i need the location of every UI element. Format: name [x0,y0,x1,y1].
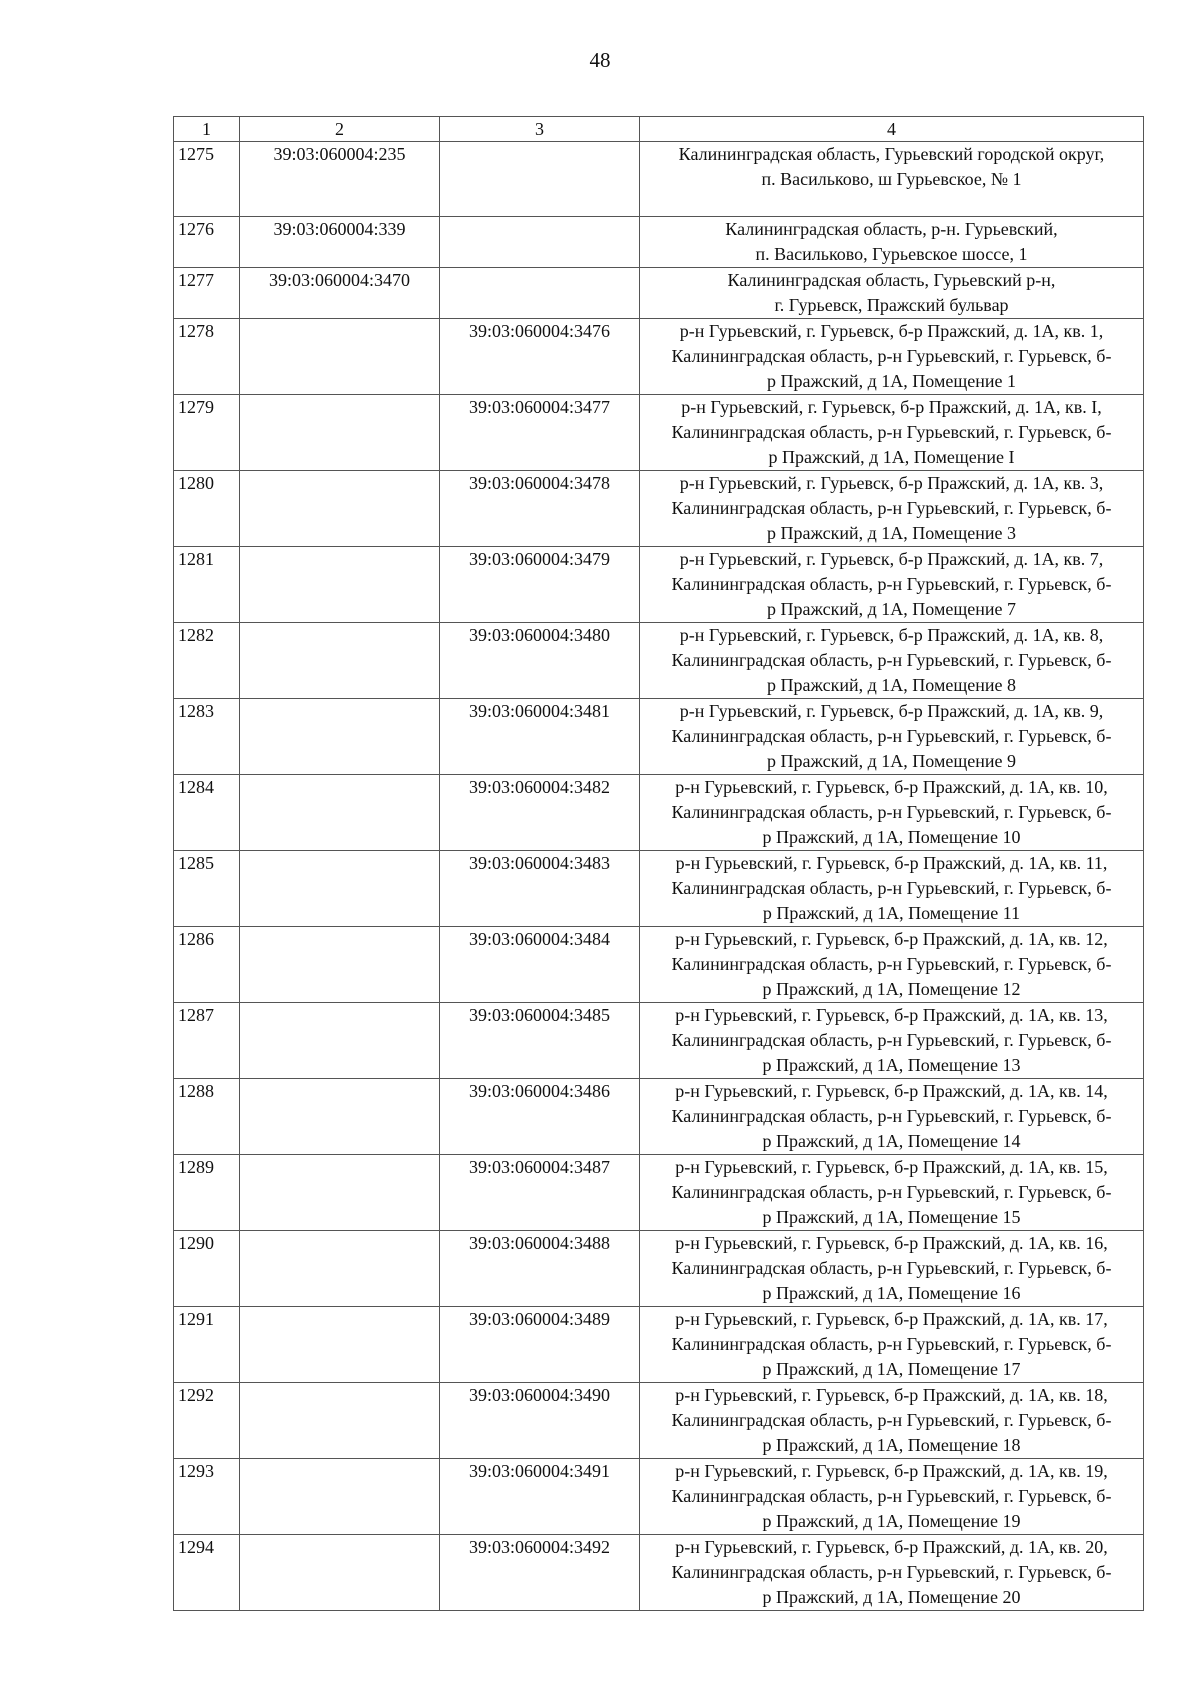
cadastral-number-object: 39:03:060004:3481 [440,699,640,775]
address-line: р-н Гурьевский, г. Гурьевск, б-р Пражский, д. 1А, кв. 10, [675,777,1108,797]
address-line: р Пражский, д 1А, Помещение 17 [762,1359,1021,1379]
address-cell [640,142,1144,217]
address-line: Калининградская область, р-н Гурьевский, г. Гурьевск, б- [671,1410,1112,1430]
address-cell [640,547,1144,623]
address-line: р-н Гурьевский, г. Гурьевск, б-р Пражский, д. 1А, кв. 13, [675,1005,1108,1025]
address-line: р-н Гурьевский, г. Гурьевск, б-р Пражский, д. 1А, кв. 14, [675,1081,1108,1101]
address-line: р-н Гурьевский, г. Гурьевск, б-р Пражский, д. 1А, кв. 11, [675,853,1108,873]
cadastral-number-object: 39:03:060004:3484 [440,927,640,1003]
address-cell [640,623,1144,699]
cadastral-number-object [440,142,640,217]
address-cell [640,1003,1144,1079]
table-row [174,268,1144,319]
row-number: 1290 [174,1231,240,1307]
cadastral-number-land: 39:03:060004:235 [240,142,440,217]
address-line: Калининградская область, р-н Гурьевский, г. Гурьевск, б- [671,574,1112,594]
address-line: р Пражский, д 1А, Помещение 14 [762,1131,1021,1151]
address-line: Калининградская область, р-н. Гурьевский, [725,219,1058,239]
address-line: Калининградская область, р-н Гурьевский, г. Гурьевск, б- [671,1486,1112,1506]
address-line: Калининградская область, р-н Гурьевский, г. Гурьевск, б- [671,1106,1112,1126]
address-line: р Пражский, д 1А, Помещение 16 [762,1283,1021,1303]
table-row [174,1231,1144,1307]
address-cell [640,699,1144,775]
address-line: р-н Гурьевский, г. Гурьевск, б-р Пражский, д. 1А, кв. 20, [675,1537,1108,1557]
address-cell [640,471,1144,547]
address-cell [640,1079,1144,1155]
cadastral-number-land [240,927,440,1003]
address-line: Калининградская область, р-н Гурьевский, г. Гурьевск, б- [671,1562,1112,1582]
address-line: р-н Гурьевский, г. Гурьевск, б-р Пражский, д. 1А, кв. 8, [679,625,1104,645]
table-row [174,471,1144,547]
address-line: р-н Гурьевский, г. Гурьевск, б-р Пражский, д. 1А, кв. 18, [675,1385,1108,1405]
row-number: 1281 [174,547,240,623]
table-row [174,1459,1144,1535]
cadastral-number-land [240,775,440,851]
cadastral-number-land [240,471,440,547]
address-line: р-н Гурьевский, г. Гурьевск, б-р Пражский, д. 1А, кв. I, [681,397,1102,417]
address-line: р-н Гурьевский, г. Гурьевск, б-р Пражский, д. 1А, кв. 7, [679,549,1104,569]
row-number: 1292 [174,1383,240,1459]
address-cell [640,927,1144,1003]
address-line: р-н Гурьевский, г. Гурьевск, б-р Пражский, д. 1А, кв. 15, [675,1157,1108,1177]
cadastral-number-land [240,1535,440,1611]
cadastral-number-object: 39:03:060004:3492 [440,1535,640,1611]
cadastral-number-object: 39:03:060004:3491 [440,1459,640,1535]
address-line: Калининградская область, р-н Гурьевский, г. Гурьевск, б- [671,878,1112,898]
address-cell [640,851,1144,927]
row-number: 1288 [174,1079,240,1155]
address-cell [640,775,1144,851]
row-number: 1293 [174,1459,240,1535]
row-number: 1278 [174,319,240,395]
row-number: 1287 [174,1003,240,1079]
table-row [174,395,1144,471]
address-line: Калининградская область, р-н Гурьевский, г. Гурьевск, б- [671,650,1112,670]
table-row [174,851,1144,927]
address-line: р Пражский, д 1А, Помещение 3 [767,523,1016,543]
table-row [174,775,1144,851]
cadastral-number-land [240,395,440,471]
address-line: Калининградская область, Гурьевский р-н, [727,270,1056,290]
address-line: Калининградская область, р-н Гурьевский, г. Гурьевск, б- [671,802,1112,822]
address-line: р Пражский, д 1А, Помещение 1 [767,371,1016,391]
row-number: 1285 [174,851,240,927]
address-line: р Пражский, д 1А, Помещение 7 [767,599,1016,619]
address-line: р-н Гурьевский, г. Гурьевск, б-р Пражский, д. 1А, кв. 19, [675,1461,1108,1481]
cadastral-number-object: 39:03:060004:3485 [440,1003,640,1079]
address-line: р Пражский, д 1А, Помещение 20 [762,1587,1021,1607]
row-number: 1286 [174,927,240,1003]
cadastral-number-land [240,1079,440,1155]
address-line: р-н Гурьевский, г. Гурьевск, б-р Пражский, д. 1А, кв. 3, [679,473,1104,493]
address-line: Калининградская область, р-н Гурьевский, г. Гурьевск, б- [671,954,1112,974]
address-line: г. Гурьевск, Пражский бульвар [774,295,1009,315]
row-number: 1276 [174,217,240,268]
row-number: 1289 [174,1155,240,1231]
cadastral-number-land [240,623,440,699]
address-line: Калининградская область, р-н Гурьевский, г. Гурьевск, б- [671,1258,1112,1278]
table-row [174,623,1144,699]
address-line: п. Васильково, ш Гурьевское, № 1 [761,169,1022,189]
cadastral-number-land [240,699,440,775]
address-line: р Пражский, д 1А, Помещение 10 [762,827,1021,847]
cadastral-number-object: 39:03:060004:3479 [440,547,640,623]
table-row [174,1307,1144,1383]
address-line: Калининградская область, р-н Гурьевский, г. Гурьевск, б- [671,726,1112,746]
address-cell [640,1231,1144,1307]
cadastral-number-object: 39:03:060004:3483 [440,851,640,927]
address-line: р Пражский, д 1А, Помещение I [768,447,1015,467]
address-line: Калининградская область, р-н Гурьевский, г. Гурьевск, б- [671,1030,1112,1050]
column-header-4: 4 [640,117,1144,142]
row-number: 1282 [174,623,240,699]
registry-table [173,116,1144,1611]
table-row [174,927,1144,1003]
address-line: р-н Гурьевский, г. Гурьевск, б-р Пражский, д. 1А, кв. 17, [675,1309,1108,1329]
cadastral-number-object [440,217,640,268]
cadastral-number-object: 39:03:060004:3489 [440,1307,640,1383]
cadastral-number-object: 39:03:060004:3478 [440,471,640,547]
table-row [174,1383,1144,1459]
page-number: 48 [589,48,611,72]
cadastral-number-object: 39:03:060004:3490 [440,1383,640,1459]
row-number: 1283 [174,699,240,775]
cadastral-number-land [240,1003,440,1079]
row-number: 1280 [174,471,240,547]
table-row [174,1535,1144,1611]
address-line: Калининградская область, р-н Гурьевский, г. Гурьевск, б- [671,1182,1112,1202]
address-cell [640,217,1144,268]
address-cell [640,1535,1144,1611]
cadastral-number-land [240,1155,440,1231]
address-line: р Пражский, д 1А, Помещение 19 [762,1511,1021,1531]
cadastral-number-land [240,1383,440,1459]
row-number: 1294 [174,1535,240,1611]
cadastral-number-object: 39:03:060004:3488 [440,1231,640,1307]
table-body [174,142,1144,1611]
row-number: 1277 [174,268,240,319]
table-row [174,699,1144,775]
cadastral-number-land: 39:03:060004:3470 [240,268,440,319]
row-number: 1291 [174,1307,240,1383]
cadastral-number-land: 39:03:060004:339 [240,217,440,268]
address-line: р Пражский, д 1А, Помещение 15 [762,1207,1021,1227]
table-row [174,1079,1144,1155]
column-header-3: 3 [440,117,640,142]
table-row [174,1003,1144,1079]
table-row [174,142,1144,217]
address-line: р-н Гурьевский, г. Гурьевск, б-р Пражский, д. 1А, кв. 1, [679,321,1104,341]
cadastral-number-object: 39:03:060004:3480 [440,623,640,699]
header-row [174,117,1144,142]
address-line: р Пражский, д 1А, Помещение 11 [762,903,1021,923]
cadastral-number-object: 39:03:060004:3486 [440,1079,640,1155]
cadastral-number-land [240,547,440,623]
column-header-1: 1 [174,117,240,142]
table-row [174,319,1144,395]
address-line: р Пражский, д 1А, Помещение 9 [767,751,1016,771]
table-row [174,547,1144,623]
address-cell [640,1383,1144,1459]
address-line: п. Васильково, Гурьевское шоссе, 1 [755,244,1028,264]
row-number: 1275 [174,142,240,217]
address-line: Калининградская область, р-н Гурьевский, г. Гурьевск, б- [671,1334,1112,1354]
cadastral-number-land [240,319,440,395]
address-line: Калининградская область, Гурьевский городской округ, [678,144,1105,164]
table-row [174,217,1144,268]
address-cell [640,1155,1144,1231]
address-line: р Пражский, д 1А, Помещение 13 [762,1055,1021,1075]
cadastral-number-land [240,1307,440,1383]
address-line: Калининградская область, р-н Гурьевский, г. Гурьевск, б- [671,422,1112,442]
cadastral-number-land [240,1231,440,1307]
cadastral-number-land [240,851,440,927]
address-line: р Пражский, д 1А, Помещение 12 [762,979,1021,999]
address-line: р Пражский, д 1А, Помещение 8 [767,675,1016,695]
address-line: р-н Гурьевский, г. Гурьевск, б-р Пражский, д. 1А, кв. 16, [675,1233,1108,1253]
cadastral-number-object: 39:03:060004:3476 [440,319,640,395]
cadastral-number-object [440,268,640,319]
address-line: Калининградская область, р-н Гурьевский, г. Гурьевск, б- [671,346,1112,366]
column-header-2: 2 [240,117,440,142]
address-cell [640,268,1144,319]
row-number: 1284 [174,775,240,851]
address-line: р-н Гурьевский, г. Гурьевск, б-р Пражский, д. 1А, кв. 12, [675,929,1108,949]
cadastral-number-land [240,1459,440,1535]
row-number: 1279 [174,395,240,471]
address-line: р Пражский, д 1А, Помещение 18 [762,1435,1021,1455]
address-cell [640,1459,1144,1535]
table-header [174,117,1144,142]
cadastral-number-object: 39:03:060004:3487 [440,1155,640,1231]
address-cell [640,319,1144,395]
cadastral-number-object: 39:03:060004:3482 [440,775,640,851]
address-line: р-н Гурьевский, г. Гурьевск, б-р Пражский, д. 1А, кв. 9, [679,701,1104,721]
address-line: Калининградская область, р-н Гурьевский, г. Гурьевск, б- [671,498,1112,518]
address-cell [640,395,1144,471]
cadastral-number-object: 39:03:060004:3477 [440,395,640,471]
address-cell [640,1307,1144,1383]
table-row [174,1155,1144,1231]
